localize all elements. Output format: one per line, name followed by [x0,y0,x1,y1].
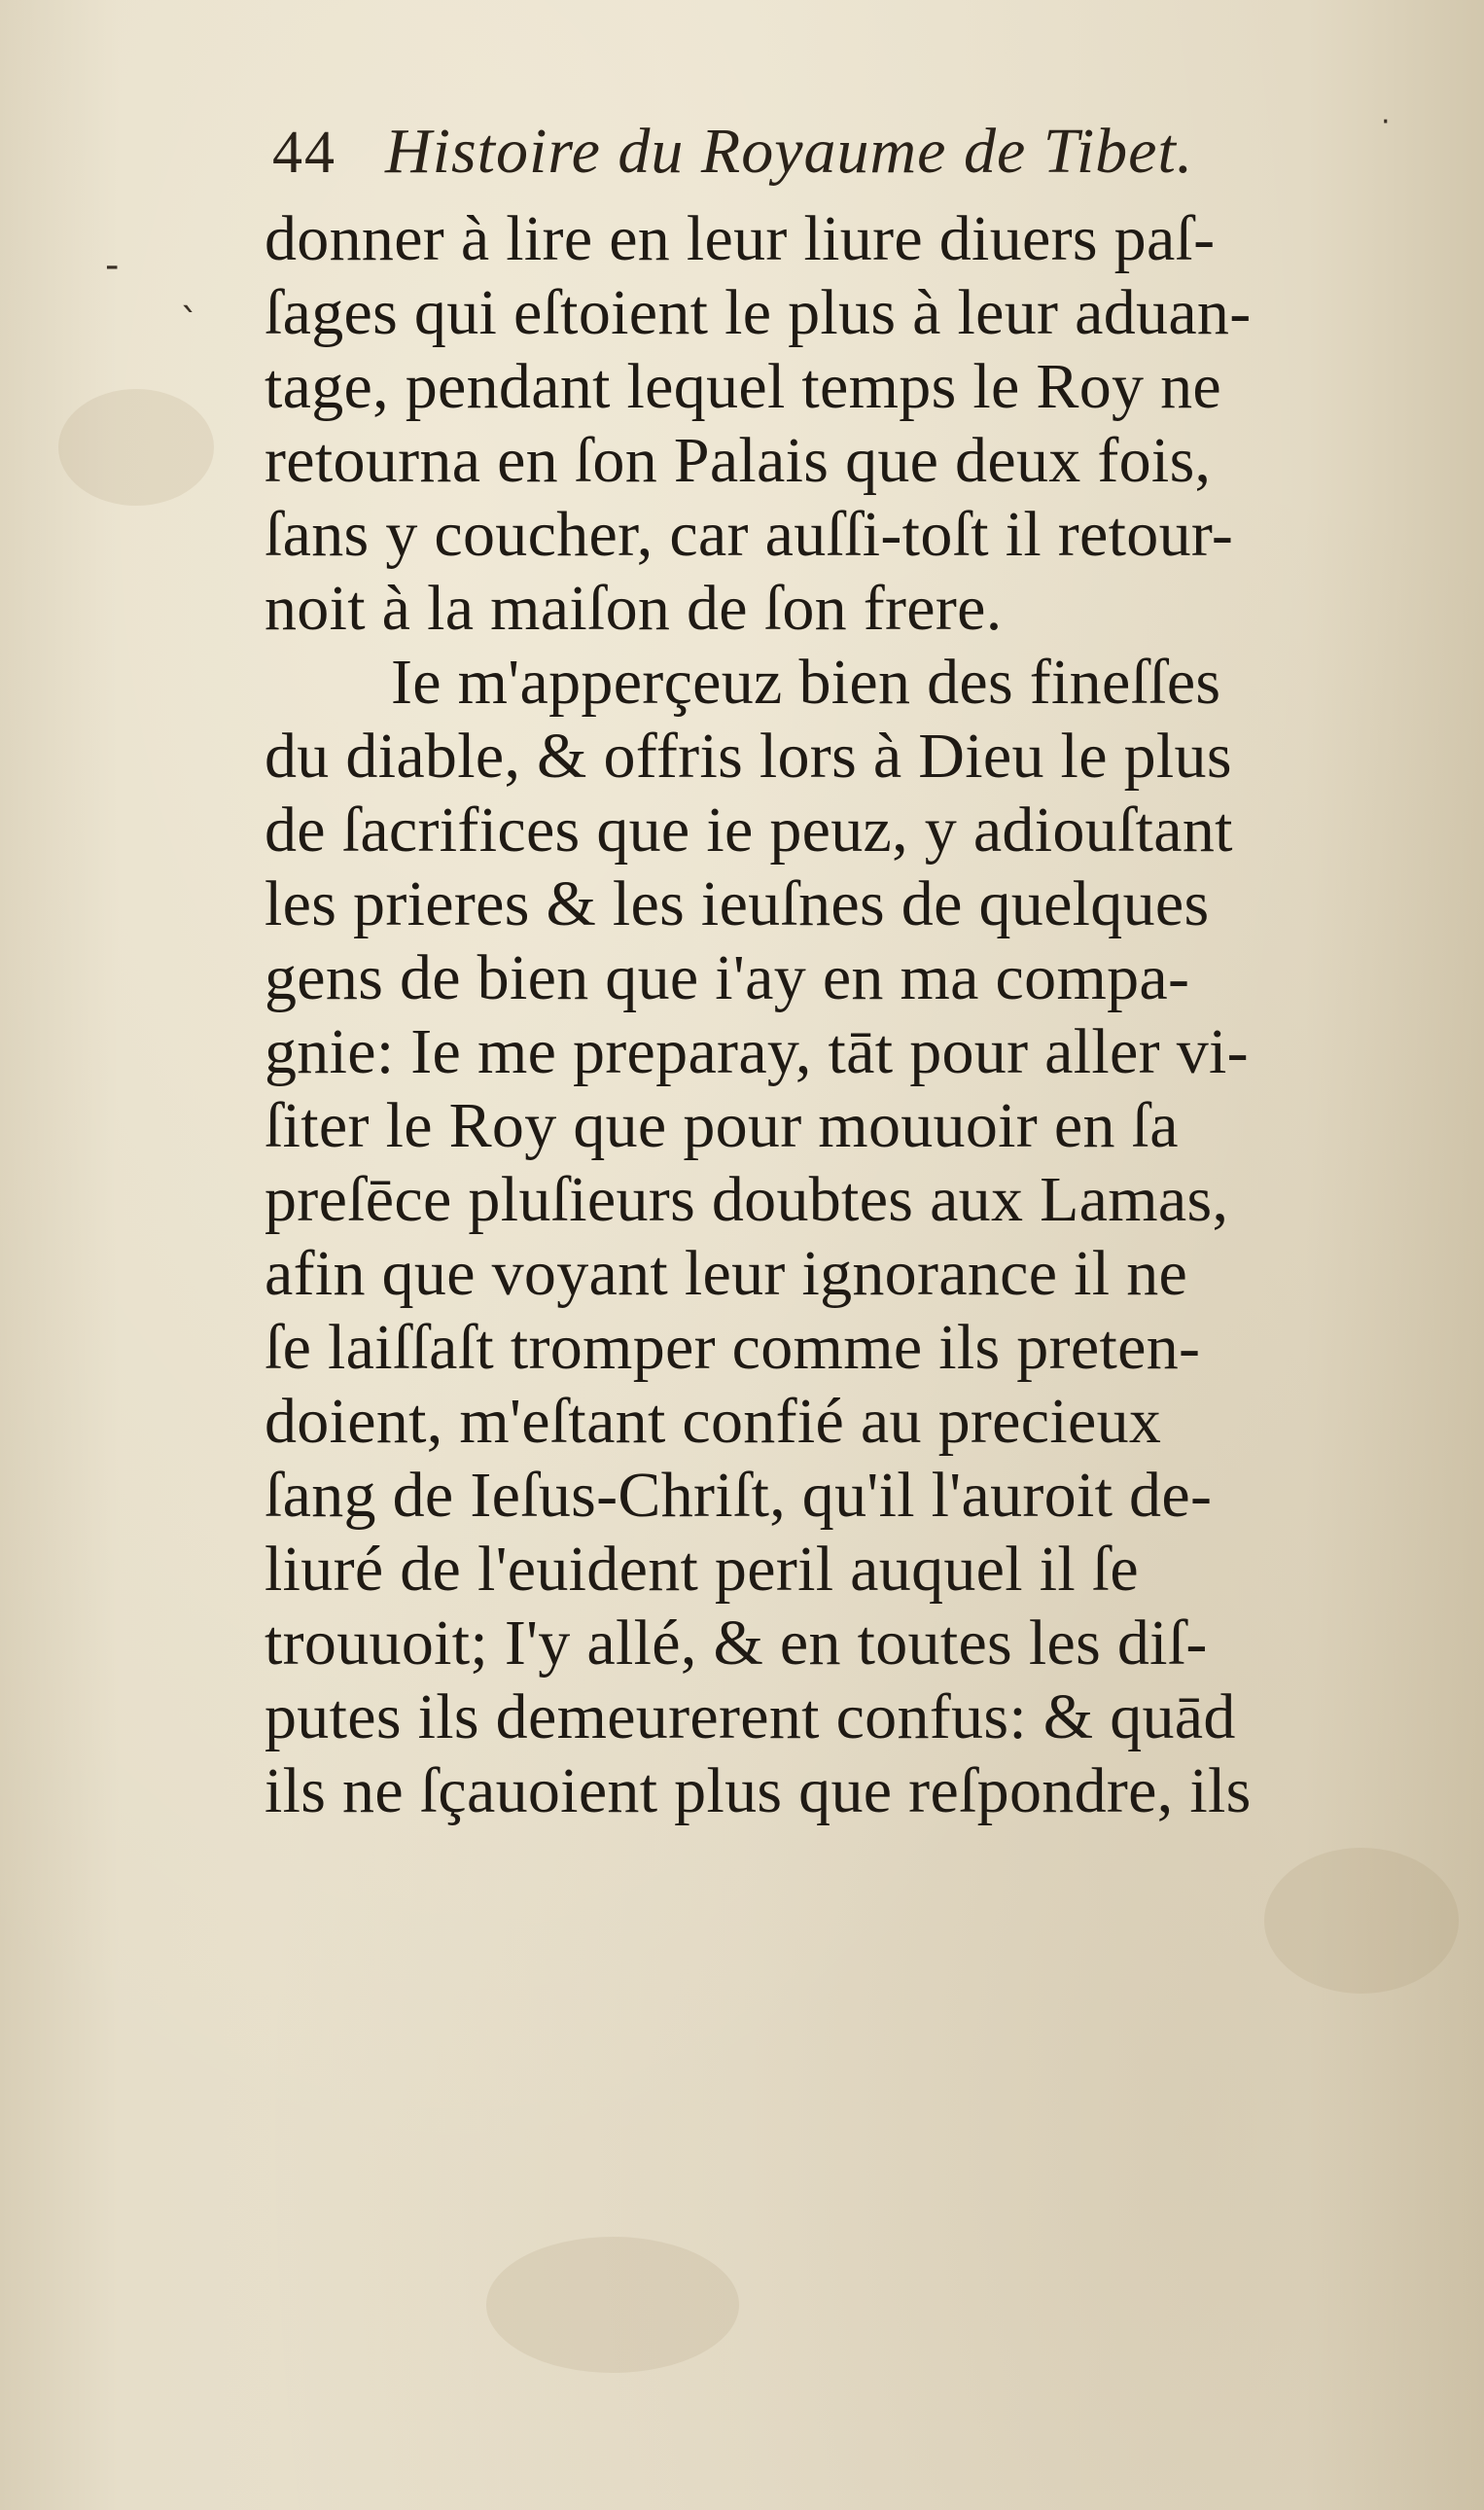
text-line: gnie: Ie me preparay, tāt pour aller vi- [265,1016,1249,1087]
text-line: doient, m'eſtant confié au precieux [265,1386,1162,1457]
text-line: trouuoit; I'y allé, & en toutes les diſ- [265,1608,1208,1679]
text-line: afin que voyant leur ignorance il ne [265,1238,1188,1309]
text-line: ſang de Ieſus-Chriſt, qu'il l'auroit de- [265,1460,1213,1531]
text-line: putes ils demeurerent confus: & quād [265,1681,1236,1752]
text-line: ſans y coucher, car auſſi-toſt il retour- [265,499,1234,570]
text-line: noit à la maiſon de ſon frere. [265,573,1003,644]
text-line: retourna en ſon Palais que deux fois, [265,425,1212,496]
text-line: les prieres & les ieuſnes de quelques [265,868,1210,939]
text-line: ils ne ſçauoient plus que reſpondre, ils [265,1755,1252,1826]
running-header [272,115,1391,202]
text-line: tage, pendant lequel temps le Roy ne [265,351,1222,422]
page-number: 44 [272,120,336,186]
text-line: de ſacrifices que ie peuz, y adiouſtant [265,795,1233,866]
text-line: ſiter le Roy que pour mouuoir en ſa [265,1090,1179,1161]
body-text [265,202,1412,1828]
text-line: donner à lire en leur liure diuers paſ- [265,203,1216,274]
paper-stain [58,389,214,506]
paper-stain [486,2237,739,2373]
text-line: gens de bien que i'ay en ma compa- [265,942,1190,1013]
paragraph-start-line: Ie m'apperçeuz bien des fineſſes [391,647,1221,718]
ink-speck: - [105,243,120,288]
text-line: ſages qui eſtoient le plus à leur aduan- [265,277,1252,348]
paper-stain [1264,1848,1459,1994]
text-line: du diable, & offris lors à Dieu le plus [265,721,1232,792]
text-line: preſēce pluſieurs doubtes aux Lamas, [265,1164,1229,1235]
text-line: liuré de l'euident peril auquel il ſe [265,1534,1140,1605]
ink-speck: · [1381,105,1391,139]
running-title: Histoire du Royaume de Tibet. [385,116,1194,187]
ink-speck: ` [180,301,199,346]
text-line: ſe laiſſaſt tromper comme ils preten- [265,1312,1201,1383]
